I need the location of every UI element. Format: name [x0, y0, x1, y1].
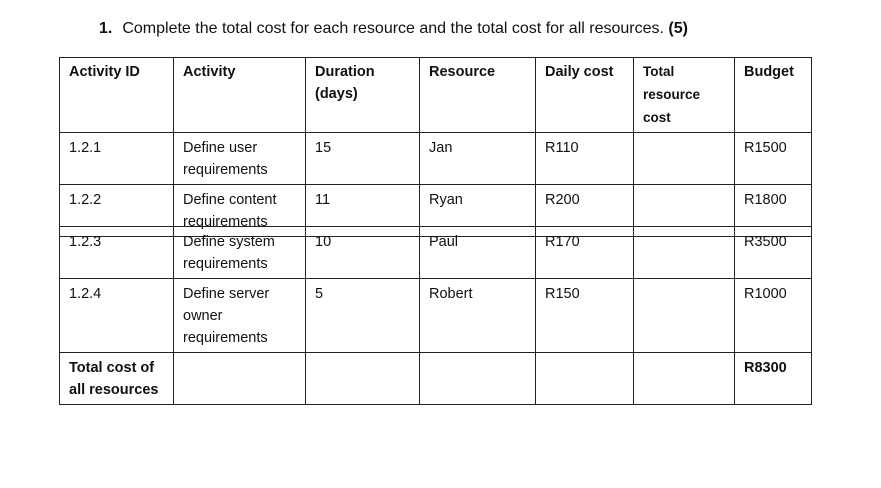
question-marks: (5): [668, 20, 688, 37]
cell-activity: Define content requirements: [174, 185, 306, 237]
cell-budget: R1000: [735, 279, 812, 353]
cell-daily-cost: R110: [536, 133, 634, 185]
question-text: Complete the total cost for each resource and the total cost for all resources.: [122, 20, 664, 37]
cell-duration: 10: [306, 227, 420, 279]
header-budget: Budget: [735, 58, 812, 133]
header-duration: Duration (days): [306, 58, 420, 133]
cell-activity-id: 1.2.2: [60, 185, 174, 237]
header-daily-cost: Daily cost: [536, 58, 634, 133]
cell-activity: Define server owner requirements: [174, 279, 306, 353]
cell-activity: Define system requirements: [174, 227, 306, 279]
cell-budget: R1800: [735, 185, 812, 237]
cell-daily-cost: R200: [536, 185, 634, 237]
cell-daily-cost: R170: [536, 227, 634, 279]
cell-resource: Paul: [420, 227, 536, 279]
total-activity-cell: [174, 353, 306, 405]
table-row: [60, 133, 812, 185]
header-activity-id: Activity ID: [60, 58, 174, 133]
cell-activity-id: 1.2.4: [60, 279, 174, 353]
cell-duration: 5: [306, 279, 420, 353]
total-duration-cell: [306, 353, 420, 405]
total-daily-cost-cell: [536, 353, 634, 405]
cell-total-resource-cost[interactable]: [634, 279, 735, 353]
cell-resource: Robert: [420, 279, 536, 353]
table-row: [60, 279, 812, 353]
cell-activity: Define user requirements: [174, 133, 306, 185]
cell-total-resource-cost[interactable]: [634, 227, 735, 279]
total-resource-cost-cell[interactable]: [634, 353, 735, 405]
question-heading: [99, 20, 688, 38]
resource-cost-table-bottom: [59, 226, 812, 405]
total-row-label: Total cost of all resources: [60, 353, 174, 405]
cell-daily-cost: R150: [536, 279, 634, 353]
resource-cost-table-top: [59, 57, 812, 237]
cell-resource: Jan: [420, 133, 536, 185]
cell-activity-id: 1.2.1: [60, 133, 174, 185]
total-row: [60, 353, 812, 405]
header-total-resource-cost: Total resource cost: [634, 58, 735, 133]
table-row: [60, 227, 812, 279]
total-budget: R8300: [735, 353, 812, 405]
cell-duration: 15: [306, 133, 420, 185]
cell-budget: R3500: [735, 227, 812, 279]
header-activity: Activity: [174, 58, 306, 133]
cell-budget: R1500: [735, 133, 812, 185]
header-resource: Resource: [420, 58, 536, 133]
cell-activity-id: 1.2.3: [60, 227, 174, 279]
cell-duration: 11: [306, 185, 420, 237]
header-row: [60, 58, 812, 133]
question-number: 1.: [99, 20, 113, 37]
cell-total-resource-cost[interactable]: [634, 133, 735, 185]
cell-resource: Ryan: [420, 185, 536, 237]
total-resource-cell: [420, 353, 536, 405]
